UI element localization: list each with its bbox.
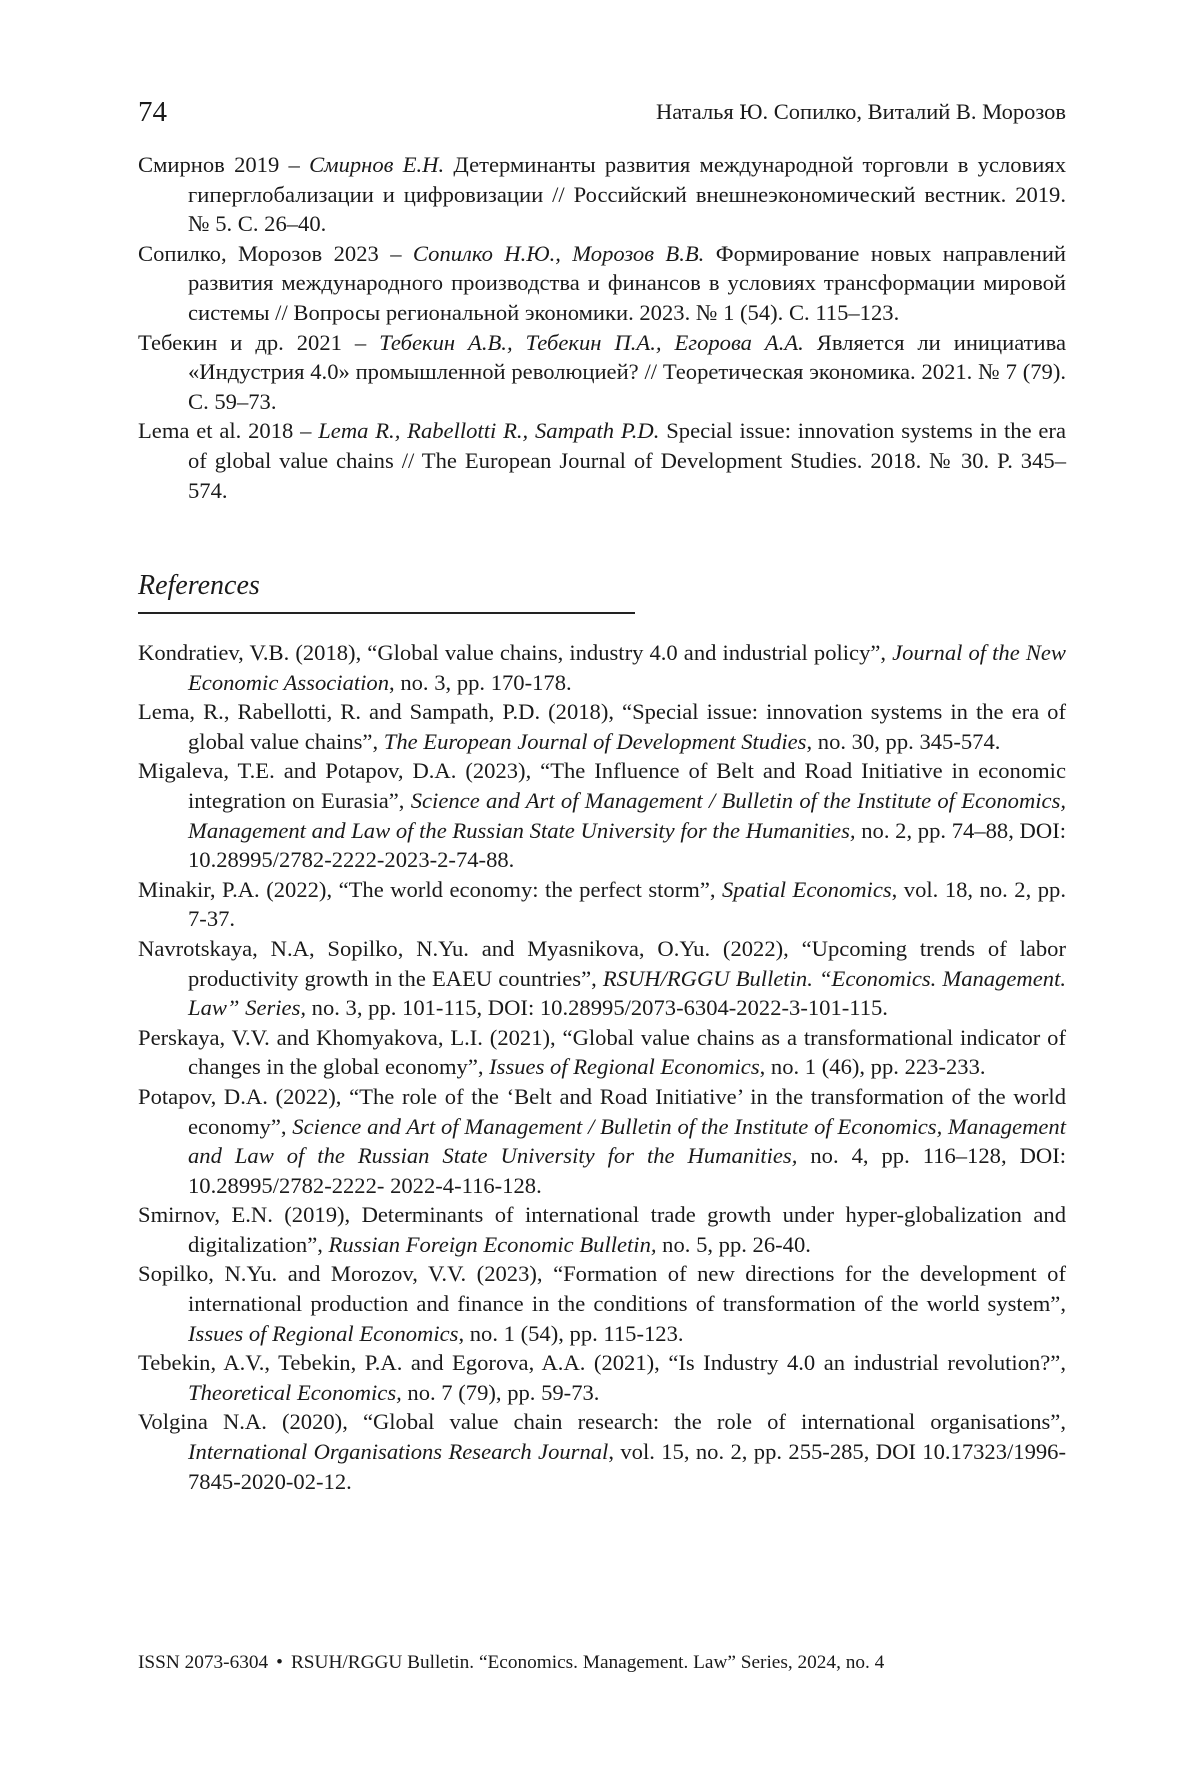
footer-journal-info: RSUH/RGGU Bulletin. “Economics. Management. Law” Series, 2024, no. 4 — [291, 1652, 884, 1673]
reference-entry: Сопилко, Морозов 2023 – Сопилко Н.Ю., Морозов В.В. Формирование новых направлений развития международного производства и финансов в условиях трансформации мировой системы // Вопросы региональной экономики. 2023. № 1 (54). С. 115–123. — [138, 239, 1066, 328]
reference-entry: Migaleva, T.E. and Potapov, D.A. (2023), “The Influence of Belt and Road Initiative in economic integration on Eurasia”, Science and Art of Management / Bulletin of the Institute of Economics, Management and Law of the Russian State University for the Humanities, no. 2, pp. 74–88, DOI: 10.28995/2782-2222-2023-2-74-88. — [138, 756, 1066, 874]
reference-entry: Lema et al. 2018 – Lema R., Rabellotti R., Sampath P.D. Special issue: innovation systems in the era of global value chains // The European Journal of Development Studies. 2018. № 30. P. 345–574. — [138, 416, 1066, 505]
footer-separator: • — [276, 1652, 283, 1673]
page-header — [138, 92, 1066, 132]
reference-entry: Navrotskaya, N.A, Sopilko, N.Yu. and Myasnikova, O.Yu. (2022), “Upcoming trends of labor productivity growth in the EAEU countries”, RSUH/RGGU Bulletin. “Economics. Management. Law” Series, no. 3, pp. 101-115, DOI: 10.28995/2073-6304-2022-3-101-115. — [138, 934, 1066, 1023]
reference-entry: Смирнов 2019 – Смирнов Е.Н. Детерминанты развития международной торговли в условиях гиперглобализации и цифровизации // Российский внешнеэкономический вестник. 2019. № 5. С. 26–40. — [138, 150, 1066, 239]
heading-underline — [138, 612, 635, 614]
reference-entry: Lema, R., Rabellotti, R. and Sampath, P.D. (2018), “Special issue: innovation systems in the era of global value chains”, The European Journal of Development Studies, no. 30, pp. 345-574. — [138, 697, 1066, 756]
reference-entry: Kondratiev, V.B. (2018), “Global value chains, industry 4.0 and industrial policy”, Journal of the New Economic Association, no. 3, pp. 170-178. — [138, 638, 1066, 697]
russian-reference-list — [138, 150, 1066, 505]
reference-entry: Smirnov, E.N. (2019), Determinants of international trade growth under hyper-globalization and digitalization”, Russian Foreign Economic Bulletin, no. 5, pp. 26-40. — [138, 1200, 1066, 1259]
english-reference-list — [138, 638, 1066, 1496]
reference-entry: Potapov, D.A. (2022), “The role of the ‘Belt and Road Initiative’ in the transformation of the world economy”, Science and Art of Management / Bulletin of the Institute of Economics, Management and Law of the Russian State University for the Humanities, no. 4, pp. 116–128, DOI: 10.28995/2782-2222- 2022-4-116-128. — [138, 1082, 1066, 1200]
references-heading: References — [138, 566, 638, 606]
reference-entry: Sopilko, N.Yu. and Morozov, V.V. (2023), “Formation of new directions for the development of international production and finance in the conditions of transformation of the world system”, Issues of Regional Economics, no. 1 (54), pp. 115-123. — [138, 1259, 1066, 1348]
journal-page — [138, 0, 1066, 1780]
reference-entry: Minakir, P.A. (2022), “The world economy: the perfect storm”, Spatial Economics, vol. 18, no. 2, pp. 7-37. — [138, 875, 1066, 934]
running-head-authors: Наталья Ю. Сопилко, Виталий В. Морозов — [656, 96, 1066, 128]
reference-entry: Тебекин и др. 2021 – Тебекин А.В., Тебекин П.А., Егорова А.А. Является ли инициатива «Индустрия 4.0» промышленной революцией? // Теоретическая экономика. 2021. № 7 (79). С. 59–73. — [138, 328, 1066, 417]
footer-issn: ISSN 2073-6304 — [138, 1652, 268, 1673]
reference-entry: Perskaya, V.V. and Khomyakova, L.I. (2021), “Global value chains as a transformational indicator of changes in the global economy”, Issues of Regional Economics, no. 1 (46), pp. 223-233. — [138, 1023, 1066, 1082]
page-number: 74 — [138, 92, 167, 132]
page-footer — [138, 1649, 1066, 1677]
reference-entry: Tebekin, A.V., Tebekin, P.A. and Egorova, A.A. (2021), “Is Industry 4.0 an industrial revolution?”, Theoretical Economics, no. 7 (79), pp. 59-73. — [138, 1348, 1066, 1407]
reference-entry: Volgina N.A. (2020), “Global value chain research: the role of international organisations”, International Organisations Research Journal, vol. 15, no. 2, pp. 255-285, DOI 10.17323/1996-7845-2020-02-12. — [138, 1407, 1066, 1496]
